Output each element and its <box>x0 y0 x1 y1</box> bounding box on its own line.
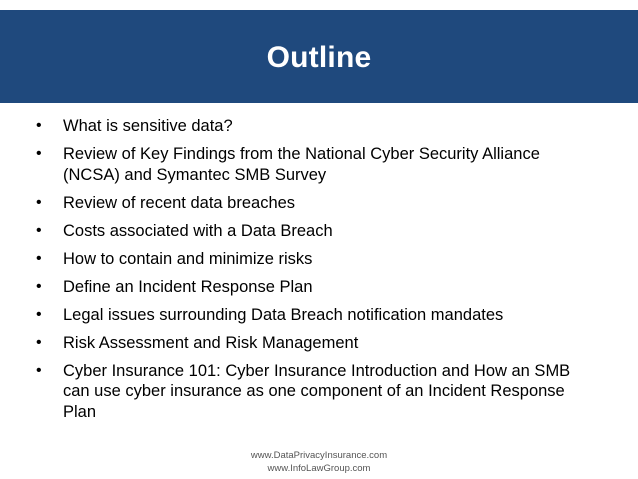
bullet-text: How to contain and minimize risks <box>63 249 313 268</box>
bullet-text: Risk Assessment and Risk Management <box>63 333 359 352</box>
bullet-item <box>36 193 596 214</box>
bullet-dot-icon: • <box>36 361 42 379</box>
bullet-dot-icon: • <box>36 277 42 295</box>
bullet-text: Cyber Insurance 101: Cyber Insurance Introduction and How an SMB can use cyber insurance as one component of an Incident Response Plan <box>63 361 571 421</box>
bullet-item <box>36 361 596 423</box>
bullet-item <box>36 144 596 185</box>
bullet-dot-icon: • <box>36 333 42 351</box>
bullet-text: Legal issues surrounding Data Breach notification mandates <box>63 305 504 324</box>
title-band <box>0 10 638 103</box>
bullet-item <box>36 249 596 270</box>
footer <box>0 449 638 475</box>
bullet-text: What is sensitive data? <box>63 117 233 135</box>
bullet-dot-icon: • <box>36 249 42 267</box>
slide-title: Outline <box>266 40 372 74</box>
bullet-text: Define an Incident Response Plan <box>63 277 313 296</box>
bullet-dot-icon: • <box>36 193 42 211</box>
bullet-dot-icon: • <box>36 305 42 323</box>
bullet-dot-icon: • <box>36 145 42 162</box>
bullet-item <box>36 305 596 326</box>
bullet-item <box>36 333 596 354</box>
footer-website-link[interactable]: www.InfoLawGroup.com <box>267 463 371 474</box>
bullet-dot-icon: • <box>36 221 42 239</box>
bullet-list <box>36 116 596 430</box>
footer-website-link[interactable]: www.DataPrivacyInsurance.com <box>250 450 388 461</box>
bullet-item <box>36 221 596 242</box>
bullet-text: Review of Key Findings from the National Cyber Security Alliance (NCSA) and Symantec SMB Survey <box>63 145 540 184</box>
bullet-dot-icon: • <box>36 117 42 134</box>
bullet-text: Costs associated with a Data Breach <box>63 221 333 240</box>
bullet-item <box>36 277 596 298</box>
bullet-item <box>36 116 596 137</box>
bullet-text: Review of recent data breaches <box>63 193 296 212</box>
